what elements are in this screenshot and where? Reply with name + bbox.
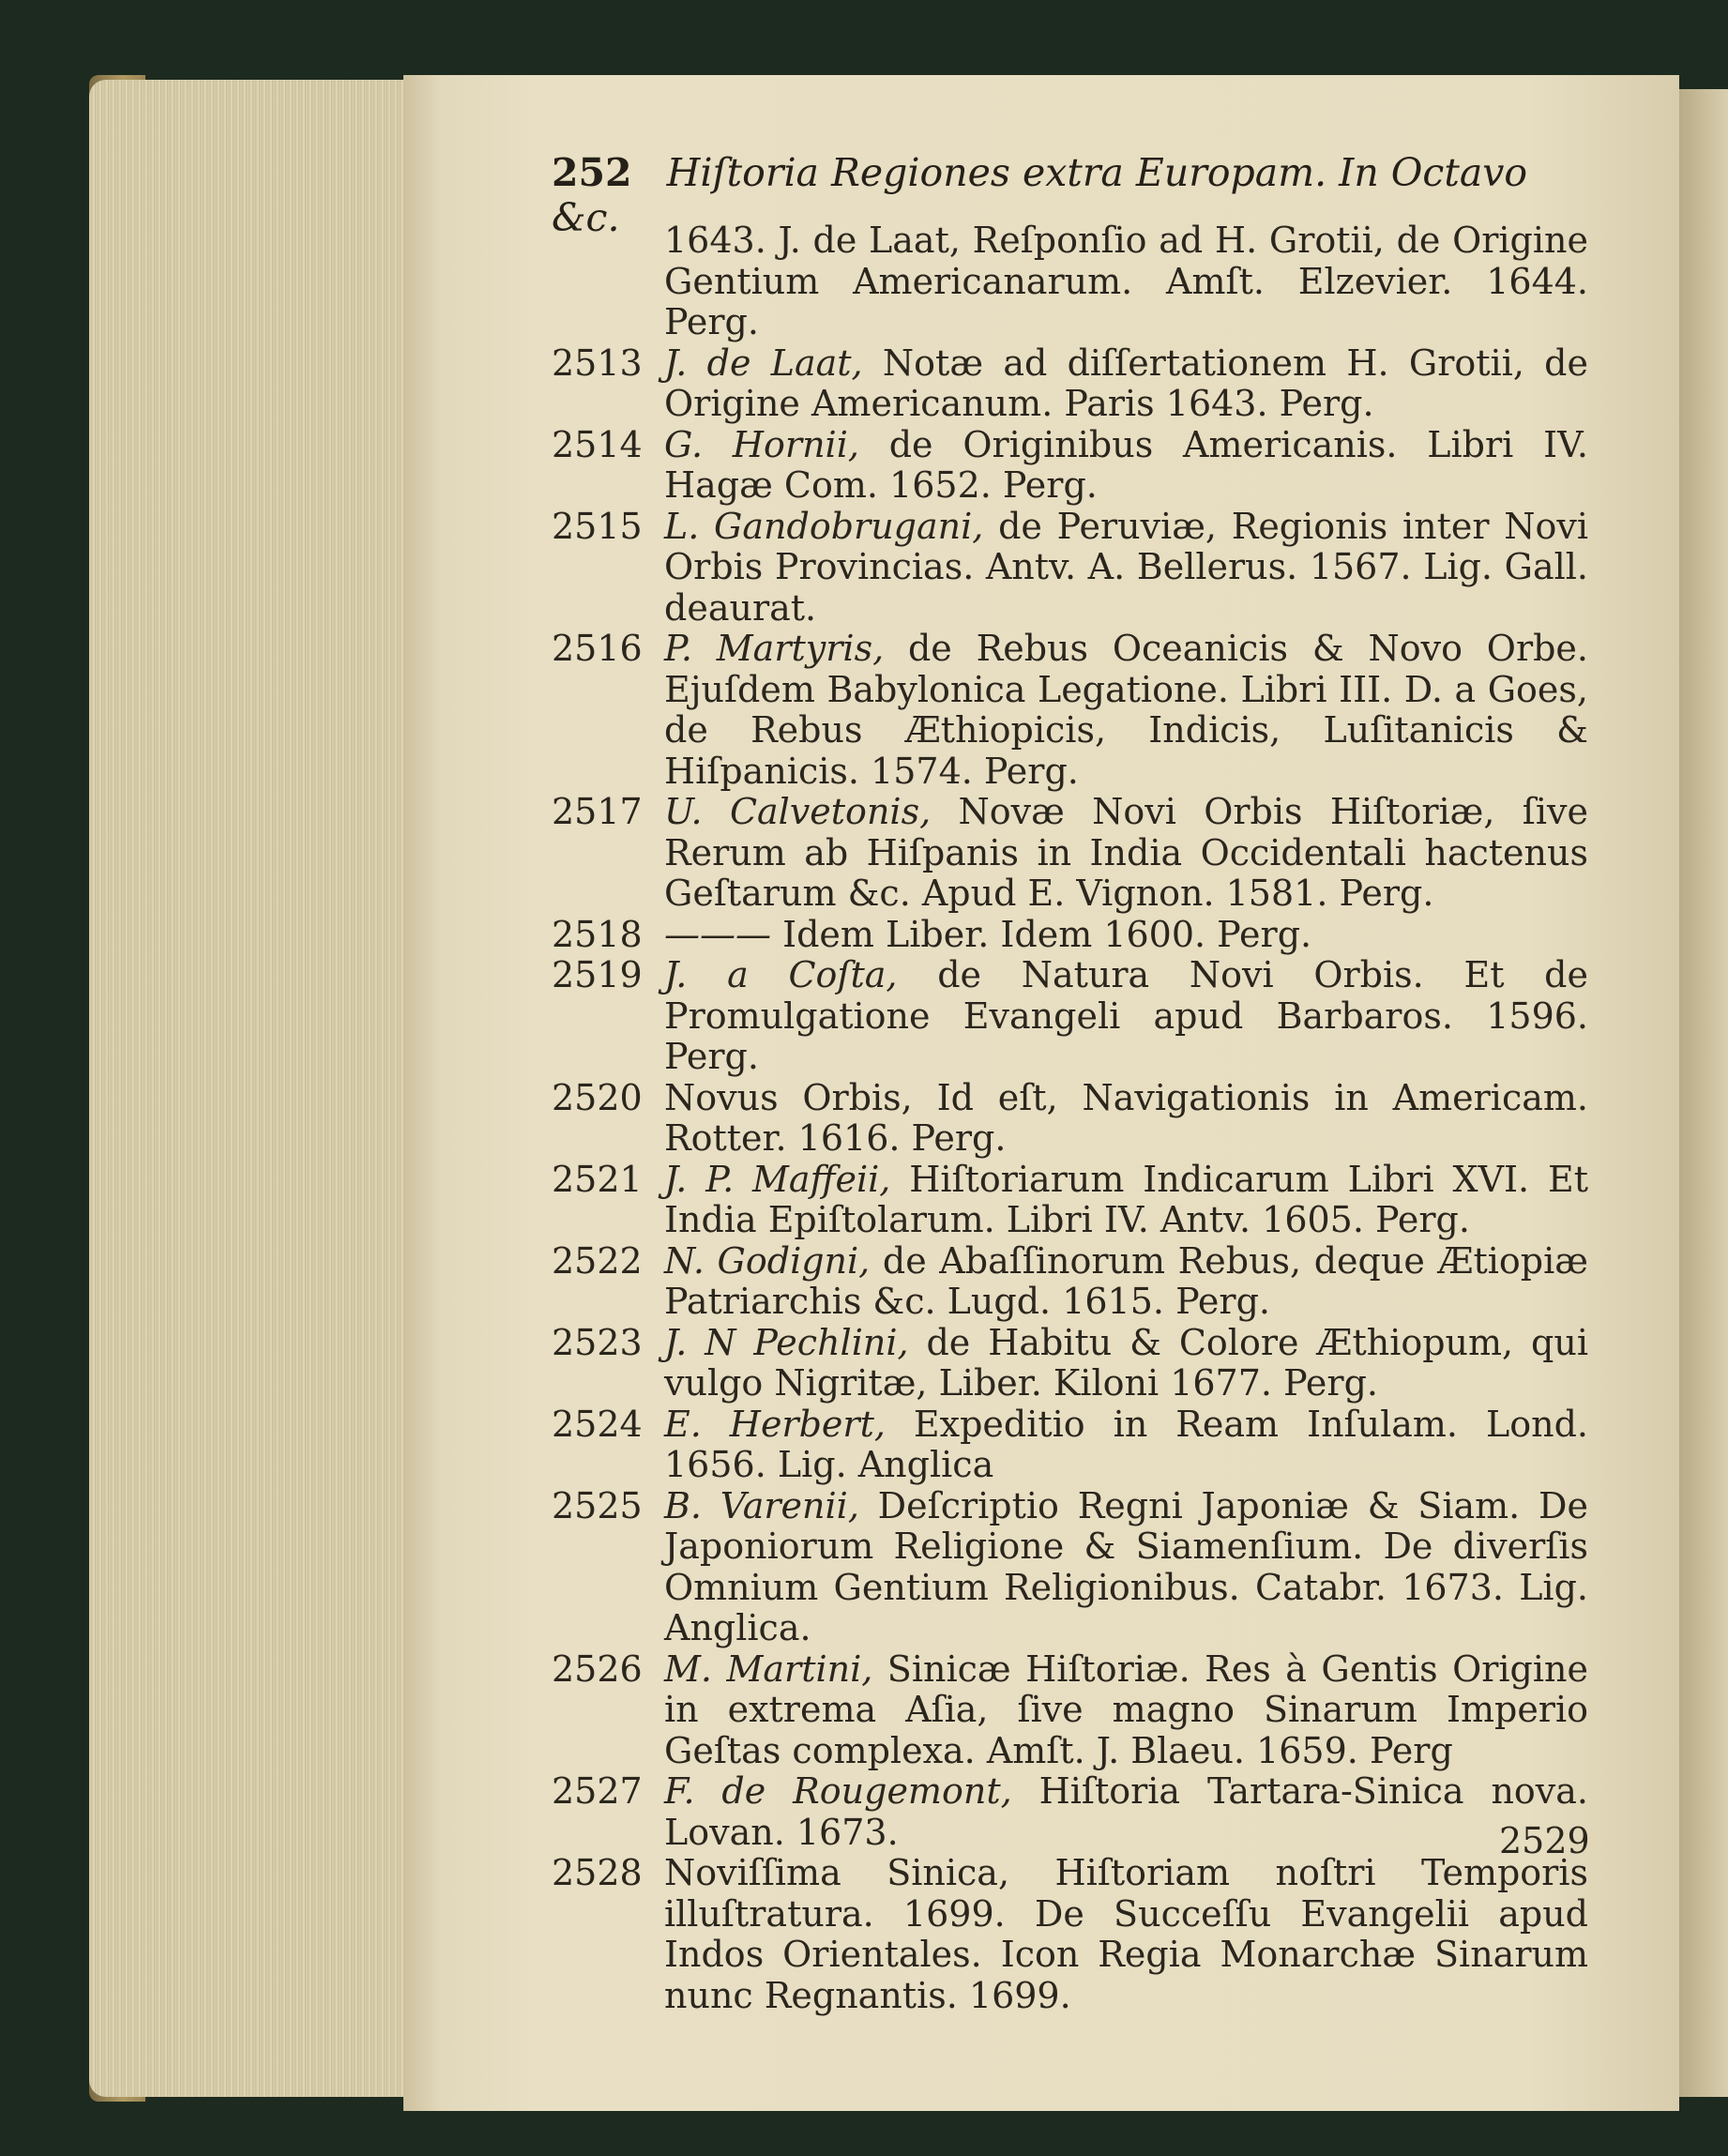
entry-author: J. N Pechlini, [664, 1321, 927, 1363]
entry-number: 2515 [552, 505, 643, 547]
entry-author: M. Martini, [664, 1647, 887, 1690]
catalog-entry [552, 220, 1588, 343]
catalog-entry [552, 1078, 1588, 1160]
catalog-entry [552, 1853, 1588, 2016]
entry-text: de Abaſſinorum Rebus, deque Ætiopiæ Patriarchis &c. Lugd. 1615. Perg. [664, 1239, 1588, 1322]
entry-number: 2523 [552, 1321, 643, 1363]
entry-number: 2526 [552, 1647, 643, 1690]
entry-number: 2519 [552, 954, 643, 995]
catalog-entry [552, 1771, 1588, 1853]
page-number: 252 [552, 150, 632, 195]
entry-number: 2522 [552, 1239, 643, 1282]
catalog-entry [552, 1649, 1588, 1772]
entry-author: L. Gandobrugani, [664, 505, 999, 547]
entry-number: 2520 [552, 1076, 643, 1118]
catalog-entry [552, 1323, 1588, 1404]
entry-number: 2525 [552, 1484, 643, 1526]
catalog-entries [552, 220, 1588, 2016]
entry-text: Sinicæ Hiſtoriæ. Res à Gentis Origine in extrema Aſia, ſive magno Sinarum Imperio Geſtas complexa. Amſt. J. Blaeu. 1659. Perg [664, 1647, 1588, 1771]
entry-number: 2521 [552, 1158, 643, 1200]
entry-author: F. de Rougemont, [664, 1770, 1039, 1812]
catalog-entry [552, 343, 1588, 425]
catalog-entry [552, 955, 1588, 1078]
entry-number: 2516 [552, 628, 643, 669]
entry-text: Novæ Novi Orbis Hiſtoriæ, ſive Rerum ab Hiſpanis in India Occidentali hactenus Geſtarum &c. Apud E. Vignon. 1581. Perg. [664, 791, 1588, 914]
entry-text: Novus Orbis, Id eſt, Navigationis in Americam. Rotter. 1616. Perg. [664, 1076, 1588, 1159]
catalog-entry [552, 507, 1588, 630]
entry-number: 2528 [552, 1852, 643, 1893]
entry-author: U. Calvetonis, [664, 791, 959, 832]
entry-text: Hiſtoriarum Indicarum Libri XVI. Et India Epiſtolarum. Libri IV. Antv. 1605. Perg. [664, 1158, 1588, 1240]
page-stack-edge [89, 80, 413, 2097]
catalog-entry [552, 915, 1588, 956]
catalog-entry [552, 1160, 1588, 1241]
entry-number: 2513 [552, 342, 643, 384]
catalog-entry [552, 1241, 1588, 1323]
catalog-entry [552, 1486, 1588, 1649]
entry-author: B. Varenii, [664, 1484, 878, 1526]
entry-text: Idem Liber. Idem 1600. Perg. [782, 913, 1312, 955]
entry-text: Notæ ad diſſertationem H. Grotii, de Origine Americanum. Paris 1643. Perg. [664, 342, 1588, 424]
catalog-entry [552, 792, 1588, 915]
entry-number: 2514 [552, 423, 643, 465]
entry-text: de Rebus Oceanicis & Novo Orbe. Ejuſdem Babylonica Legatione. Libri III. D. a Goes, de Rebus Æthiopicis, Indicis, Luſitanicis & Hiſpanicis. 1574. Perg. [664, 628, 1588, 792]
facing-page-edge [1679, 89, 1728, 2097]
entry-author: P. Martyris, [664, 628, 908, 669]
entry-author: J. P. Maffeii, [664, 1158, 910, 1200]
entry-text: de Habitu & Colore Æthiopum, qui vulgo Nigritæ, Liber. Kiloni 1677. Perg. [664, 1321, 1588, 1404]
entry-number: 2518 [552, 913, 643, 955]
entry-author: N. Godigni, [664, 1239, 883, 1282]
entry-number: 2527 [552, 1770, 643, 1812]
catalog-entry [552, 629, 1588, 792]
catalog-entry [552, 425, 1588, 507]
catchword: 2529 [1499, 1820, 1590, 1861]
running-title: Hiſtoria Regiones extra Europam. In Octavo &c. [552, 150, 1528, 240]
entry-text: Hiſtoria Tartara-Sinica nova. Lovan. 1673. [664, 1770, 1588, 1853]
entry-text: de Natura Novi Orbis. Et de Promulgatione Evangeli apud Barbaros. 1596. Perg. [664, 954, 1588, 1077]
entry-number: 2517 [552, 791, 643, 832]
entry-text: Expeditio in Ream Inſulam. Lond. 1656. Lig. Anglica [664, 1403, 1588, 1485]
catalog-entry [552, 1404, 1588, 1486]
entry-text: 1643. J. de Laat, Reſponſio ad H. Grotii, de Origine Gentium Americanarum. Amſt. Elzevier. 1644. Perg. [664, 220, 1588, 342]
entry-text: Noviſſima Sinica, Hiſtoriam noſtri Temporis illuſtratura. 1699. De Succeſſu Evangelii apud Indos Orientales. Icon Regia Monarchæ Sinarum nunc Regnantis. 1699. [664, 1852, 1588, 2016]
entry-text: de Peruviæ, Regionis inter Novi Orbis Provincias. Antv. A. Bellerus. 1567. Lig. Gall. deaurat. [664, 505, 1589, 629]
entry-author: ——— [664, 913, 783, 955]
entry-author: J. de Laat, [664, 342, 883, 384]
entry-text: de Originibus Americanis. Libri IV. Hagæ Com. 1652. Perg. [664, 423, 1588, 506]
entry-number: 2524 [552, 1403, 643, 1445]
entry-text: Deſcriptio Regni Japoniæ & Siam. De Japoniorum Religione & Siamenſium. De diverſis Omnium Gentium Religionibus. Catabr. 1673. Lig. Anglica. [664, 1484, 1588, 1648]
entry-author: J. a Coſta, [664, 954, 938, 995]
entry-author: G. Hornii, [664, 423, 889, 465]
entry-author: E. Herbert, [664, 1403, 914, 1445]
